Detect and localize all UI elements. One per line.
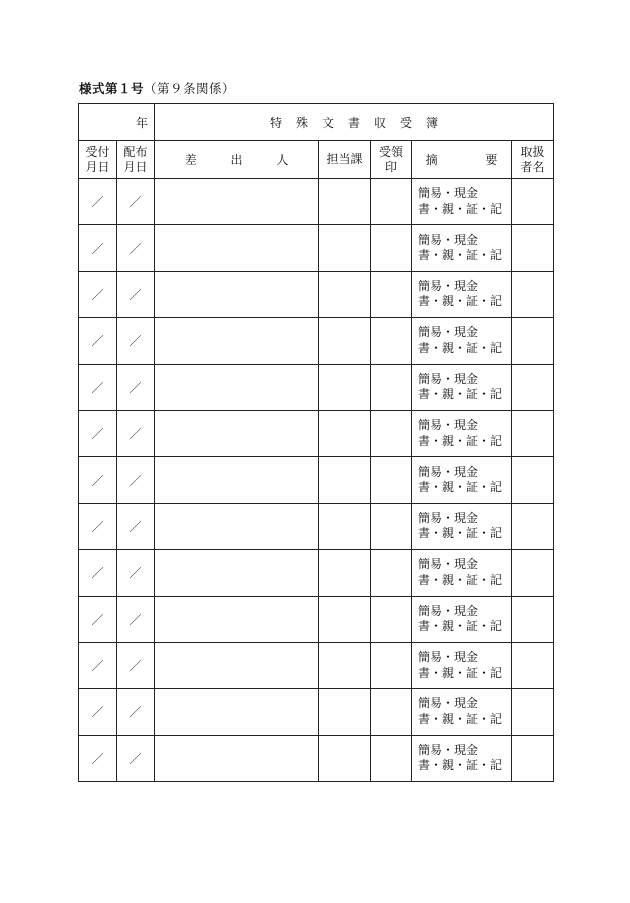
- delivered-date-cell[interactable]: ／: [117, 318, 155, 364]
- sender-cell[interactable]: [155, 503, 319, 549]
- summary-cell[interactable]: [412, 596, 512, 642]
- received-date-cell[interactable]: ／: [79, 225, 117, 271]
- table-row: [79, 410, 554, 456]
- handler-cell[interactable]: [512, 271, 554, 317]
- handler-cell[interactable]: [512, 225, 554, 271]
- section-cell[interactable]: [319, 225, 371, 271]
- seal-cell[interactable]: [371, 318, 412, 364]
- header-section: 担当課: [319, 141, 371, 179]
- table-row: [79, 225, 554, 271]
- section-cell[interactable]: [319, 457, 371, 503]
- received-date-cell[interactable]: ／: [79, 271, 117, 317]
- header-received-date: 受付 月日: [79, 141, 117, 179]
- handler-cell[interactable]: [512, 364, 554, 410]
- handler-cell[interactable]: [512, 410, 554, 456]
- ledger-rows: [79, 179, 554, 782]
- received-date-cell[interactable]: ／: [79, 318, 117, 364]
- summary-line-1: 簡易・現金: [418, 557, 479, 572]
- summary-line-1: 簡易・現金: [418, 696, 479, 711]
- seal-cell[interactable]: [371, 642, 412, 688]
- delivered-date-cell[interactable]: ／: [117, 503, 155, 549]
- seal-cell[interactable]: [371, 689, 412, 735]
- section-cell[interactable]: [319, 271, 371, 317]
- section-cell[interactable]: [319, 735, 371, 781]
- section-cell[interactable]: [319, 689, 371, 735]
- summary-cell[interactable]: [412, 735, 512, 781]
- summary-line-1: 簡易・現金: [418, 603, 479, 618]
- summary-cell[interactable]: [412, 318, 512, 364]
- seal-cell[interactable]: [371, 225, 412, 271]
- summary-line-2: 書・親・証・記: [418, 387, 503, 402]
- delivered-date-cell[interactable]: ／: [117, 364, 155, 410]
- received-date-cell[interactable]: ／: [79, 364, 117, 410]
- seal-cell[interactable]: [371, 271, 412, 317]
- seal-cell[interactable]: [371, 550, 412, 596]
- summary-line-2: 書・親・証・記: [418, 665, 503, 680]
- seal-cell[interactable]: [371, 735, 412, 781]
- handler-cell[interactable]: [512, 735, 554, 781]
- summary-line-1: 簡易・現金: [418, 325, 479, 340]
- summary-line-2: 書・親・証・記: [418, 526, 503, 541]
- table-row: [79, 457, 554, 503]
- header-delivered-date: 配布 月日: [117, 141, 155, 179]
- section-cell[interactable]: [319, 410, 371, 456]
- summary-line-1: 簡易・現金: [418, 278, 479, 293]
- delivered-date-cell[interactable]: ／: [117, 689, 155, 735]
- handler-cell[interactable]: [512, 457, 554, 503]
- summary-line-2: 書・親・証・記: [418, 572, 503, 587]
- form-heading: [79, 79, 235, 97]
- handler-cell[interactable]: [512, 179, 554, 225]
- summary-cell[interactable]: [412, 550, 512, 596]
- table-row: [79, 179, 554, 225]
- seal-cell[interactable]: [371, 179, 412, 225]
- sender-cell[interactable]: [155, 410, 319, 456]
- summary-line-1: 簡易・現金: [418, 650, 479, 665]
- summary-cell[interactable]: [412, 642, 512, 688]
- delivered-date-cell[interactable]: ／: [117, 735, 155, 781]
- sender-cell[interactable]: [155, 318, 319, 364]
- seal-cell[interactable]: [371, 596, 412, 642]
- sender-cell[interactable]: [155, 457, 319, 503]
- sender-cell[interactable]: [155, 179, 319, 225]
- section-cell[interactable]: [319, 550, 371, 596]
- table-row: [79, 503, 554, 549]
- summary-cell[interactable]: [412, 179, 512, 225]
- received-date-cell[interactable]: ／: [79, 179, 117, 225]
- header-summary: 摘 要: [412, 141, 512, 179]
- seal-cell[interactable]: [371, 410, 412, 456]
- received-date-cell[interactable]: ／: [79, 642, 117, 688]
- handler-cell[interactable]: [512, 550, 554, 596]
- summary-line-2: 書・親・証・記: [418, 711, 503, 726]
- delivered-date-cell[interactable]: ／: [117, 642, 155, 688]
- sender-cell[interactable]: [155, 225, 319, 271]
- table-row: [79, 735, 554, 781]
- delivered-date-cell[interactable]: ／: [117, 271, 155, 317]
- handler-cell[interactable]: [512, 318, 554, 364]
- delivered-date-cell[interactable]: ／: [117, 179, 155, 225]
- received-date-cell[interactable]: ／: [79, 596, 117, 642]
- summary-line-2: 書・親・証・記: [418, 248, 503, 263]
- summary-cell[interactable]: [412, 457, 512, 503]
- delivered-date-cell[interactable]: ／: [117, 596, 155, 642]
- summary-line-2: 書・親・証・記: [418, 294, 503, 309]
- delivered-date-cell[interactable]: ／: [117, 410, 155, 456]
- summary-line-1: 簡易・現金: [418, 464, 479, 479]
- sender-cell[interactable]: [155, 735, 319, 781]
- summary-line-1: 簡易・現金: [418, 371, 479, 386]
- received-date-cell[interactable]: ／: [79, 735, 117, 781]
- header-sender: 差 出 人: [155, 141, 319, 179]
- summary-line-1: 簡易・現金: [418, 418, 479, 433]
- seal-cell[interactable]: [371, 457, 412, 503]
- summary-line-2: 書・親・証・記: [418, 340, 503, 355]
- summary-cell[interactable]: [412, 689, 512, 735]
- sender-cell[interactable]: [155, 550, 319, 596]
- handler-cell[interactable]: [512, 642, 554, 688]
- delivered-date-cell[interactable]: ／: [117, 225, 155, 271]
- handler-cell[interactable]: [512, 596, 554, 642]
- seal-cell[interactable]: [371, 364, 412, 410]
- section-cell[interactable]: [319, 364, 371, 410]
- summary-line-2: 書・親・証・記: [418, 201, 503, 216]
- received-date-cell[interactable]: ／: [79, 689, 117, 735]
- section-cell[interactable]: [319, 318, 371, 364]
- table-row: [79, 596, 554, 642]
- table-row: [79, 364, 554, 410]
- sender-cell[interactable]: [155, 364, 319, 410]
- sender-cell[interactable]: [155, 596, 319, 642]
- table-row: [79, 271, 554, 317]
- summary-line-1: 簡易・現金: [418, 186, 479, 201]
- sender-cell[interactable]: [155, 271, 319, 317]
- form-relation: （第９条関係）: [144, 81, 236, 96]
- summary-line-1: 簡易・現金: [418, 742, 479, 757]
- summary-line-1: 簡易・現金: [418, 232, 479, 247]
- summary-line-2: 書・親・証・記: [418, 480, 503, 495]
- summary-line-2: 書・親・証・記: [418, 433, 503, 448]
- year-cell: 年: [79, 104, 155, 141]
- received-date-cell[interactable]: ／: [79, 550, 117, 596]
- summary-cell[interactable]: [412, 503, 512, 549]
- summary-cell[interactable]: [412, 271, 512, 317]
- header-handler: 取扱 者名: [512, 141, 554, 179]
- received-date-cell[interactable]: ／: [79, 410, 117, 456]
- summary-cell[interactable]: [412, 225, 512, 271]
- section-cell[interactable]: [319, 503, 371, 549]
- section-cell[interactable]: [319, 642, 371, 688]
- form-number: 様式第１号: [79, 81, 145, 96]
- summary-cell[interactable]: [412, 364, 512, 410]
- table-row: [79, 550, 554, 596]
- delivered-date-cell[interactable]: ／: [117, 550, 155, 596]
- summary-cell[interactable]: [412, 410, 512, 456]
- summary-line-1: 簡易・現金: [418, 510, 479, 525]
- section-cell[interactable]: [319, 179, 371, 225]
- summary-line-2: 書・親・証・記: [418, 758, 503, 773]
- sender-cell[interactable]: [155, 689, 319, 735]
- summary-line-2: 書・親・証・記: [418, 619, 503, 634]
- table-row: [79, 689, 554, 735]
- ledger-title: 特殊文書収受簿: [155, 104, 554, 141]
- header-seal: 受領 印: [371, 141, 412, 179]
- received-date-cell[interactable]: ／: [79, 503, 117, 549]
- receipt-ledger-table: [78, 103, 554, 782]
- seal-cell[interactable]: [371, 503, 412, 549]
- table-row: [79, 642, 554, 688]
- section-cell[interactable]: [319, 596, 371, 642]
- received-date-cell[interactable]: ／: [79, 457, 117, 503]
- table-row: [79, 318, 554, 364]
- delivered-date-cell[interactable]: ／: [117, 457, 155, 503]
- handler-cell[interactable]: [512, 503, 554, 549]
- sender-cell[interactable]: [155, 642, 319, 688]
- handler-cell[interactable]: [512, 689, 554, 735]
